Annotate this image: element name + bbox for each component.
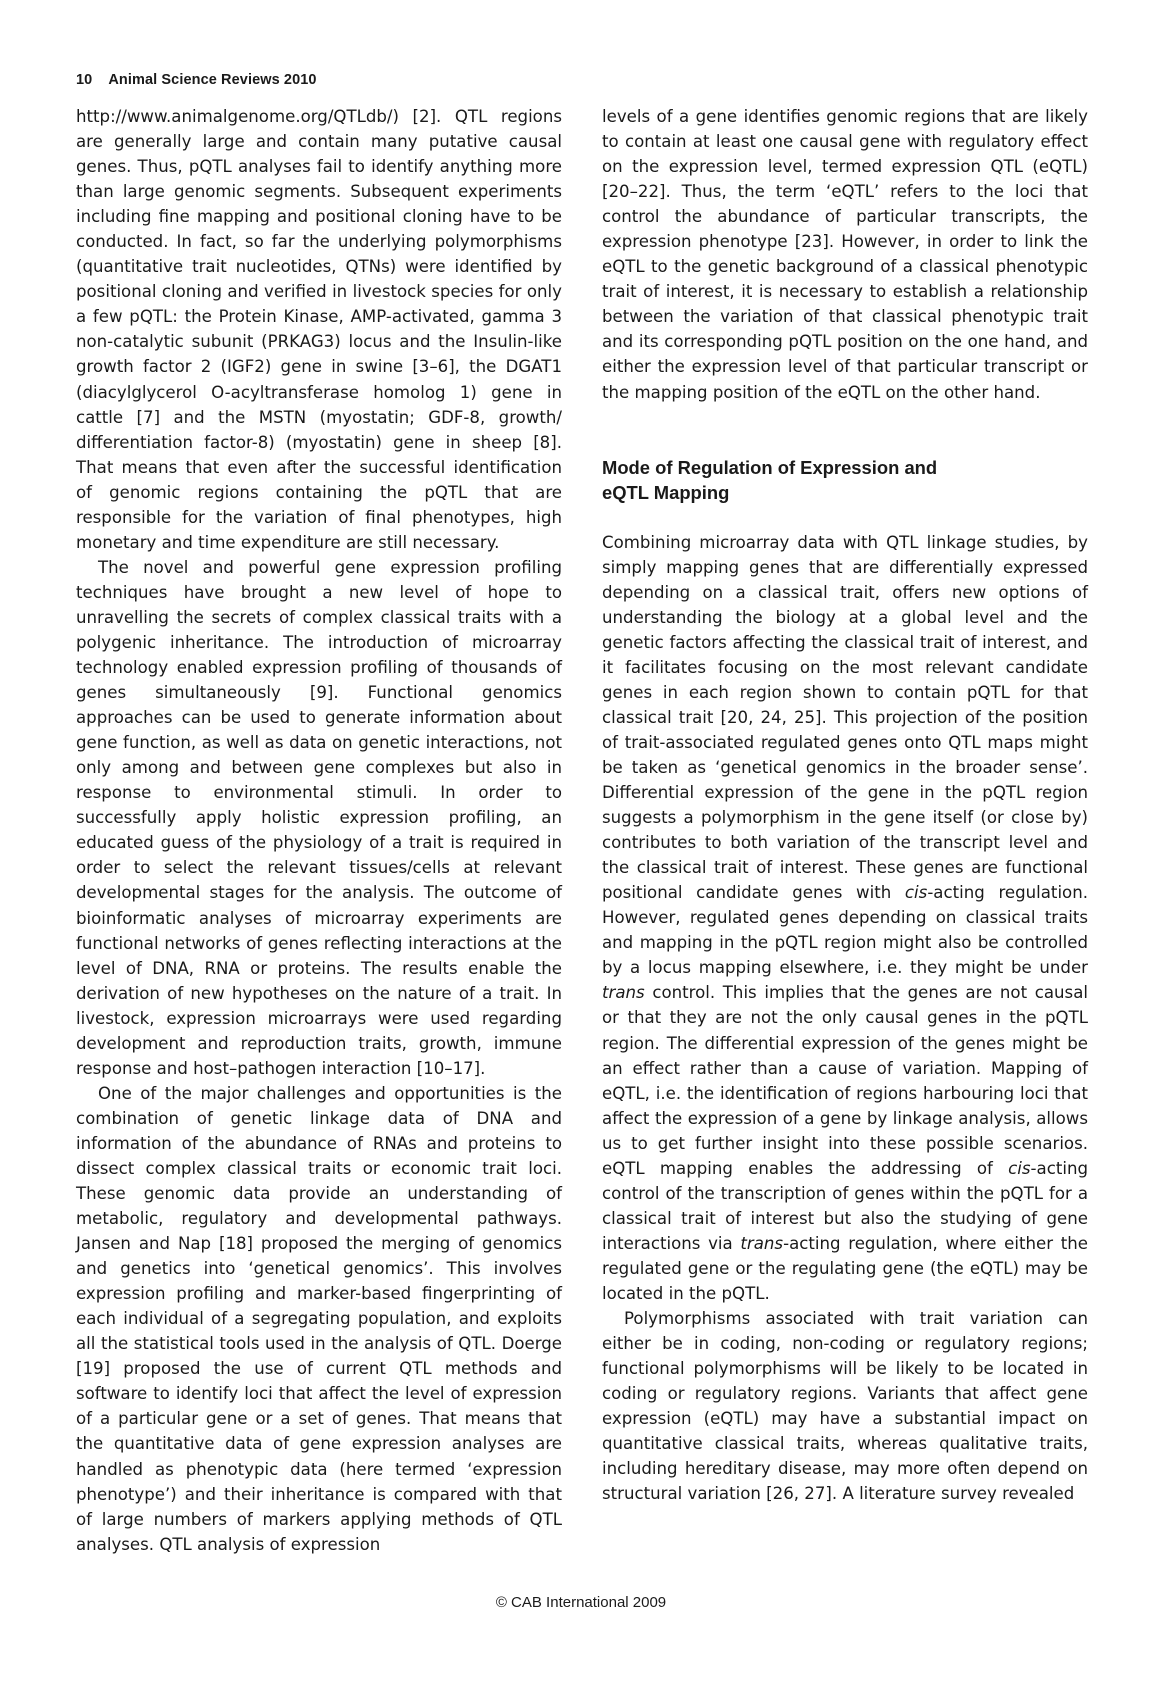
paragraph-left-3: One of the major challenges and opportunities is the combination of genetic linkage data of DNA and information of the abundance of RNAs and proteins to dissect complex classical traits or economic trait loci. These genomic data provide an understanding of metabolic, regulatory and developmental pathways. Jansen and Nap [18] proposed the merging of genomics and genetics into ‘genetical genomics’. This involves expression profiling and marker-based fingerprinting of each individual of a segregating population, and exploits all the statistical tools used in the analysis of QTL. Doerge [19] proposed the use of current QTL methods and software to identify loci that affect the level of expression of a particular gene or a set of genes. That means that the quantitative data of gene expression analyses are handled as phenotypic data (here termed ‘expression phenotype’) and their inheritance is compared with that of large numbers of markers applying methods of QTL analyses. QTL analysis of expression	[76, 1083, 562, 1554]
paragraph-right-3: Polymorphisms associated with trait variation can either be in coding, non-coding or regulatory regions; functional polymorphisms will be likely to be located in coding or regulatory regions. Variants that affect gene expression (eQTL) may have a substantial impact on quantitative classical traits, whereas qualitative traits, including hereditary disease, may more often depend on structural variation [26, 27]. A literature survey revealed	[602, 1309, 1088, 1504]
right-column	[602, 104, 1088, 1506]
text-run: Combining microarray data with QTL linkage studies, by simply mapping genes that are differentially expressed depending on a classical trait, offers new options of understanding the biology at a global level and the genetic factors affecting the classical trait of interest, and it facilitates focusing on the most relevant candidate genes in each region shown to contain pQTL for that classical trait [20, 24, 25]. This projection of the position of trait-associated regulated genes onto QTL maps might be taken as ‘genetical genomics in the broader sense’. Differential expression of the gene in the pQTL region suggests a polymorphism in the gene itself (or close by) contributes to both variation of the transcript level and the classical trait of interest. These genes are functional positional candidate genes with	[602, 532, 1088, 903]
paragraph-left-2: The novel and powerful gene expression profiling techniques have brought a new level of hope to unravelling the secrets of complex classical traits with a polygenic inheritance. The introduction of microarray technology enabled expression profiling of thousands of genes simultaneously [9]. Functional genomics approaches can be used to generate information about gene function, as well as data on genetic interactions, not only among and between gene complexes but also in response to environmental stimuli. In order to successfully apply holistic expression profiling, an educated guess of the physiology of a trait is required in order to select the relevant tissues/cells at relevant developmental stages for the analysis. The outcome of bioinformatic analyses of microarray experiments are functional networks of genes reflecting interactions at the level of DNA, RNA or proteins. The results enable the derivation of new hypotheses on the nature of a trait. In livestock, expression microarrays were used regarding development and reproduction traits, growth, immune response and host–pathogen interaction [10–17].	[76, 557, 562, 1078]
italic-term-cis: cis	[1008, 1158, 1031, 1178]
italic-term-trans: trans	[602, 983, 645, 1003]
italic-term-cis: cis	[904, 883, 928, 903]
running-head	[76, 72, 317, 88]
page-number: 10	[76, 72, 93, 88]
copyright-footer: © CAB International 2009	[495, 1594, 667, 1611]
italic-term-trans: trans	[740, 1233, 784, 1253]
section-heading-line-2: eQTL Mapping	[602, 481, 730, 503]
text-run: -acting regulation. However, regulated genes depending on classical traits and mapping in the pQTL region might also be controlled by a locus mapping elsewhere, i.e. they might be under	[602, 883, 1088, 978]
text-run: control. This implies that the genes are not causal or that they are not the only causal genes in the pQTL region. The differential expression of the genes might be an effect rather than a cause of variation. Mapping of eQTL, i.e. the identification of regions harbouring loci that affect the expression of a gene by linkage analysis, allows us to get further insight into these possible scenarios. eQTL mapping enables the addressing of	[602, 983, 1088, 1178]
paragraph-left-1: http://www.animalgenome.org/QTLdb/) [2]. QTL regions are generally large and contain many putative causal genes. Thus, pQTL analyses fail to identify anything more than large genomic segments. Subsequent experiments including fine mapping and positional cloning have to be conducted. In fact, so far the underlying polymorphisms (quantitative trait nucleotides, QTNs) were identified by positional cloning and verified in livestock species for only a few pQTL: the Protein Kinase, AMP-activated, gamma 3 non-catalytic subunit (PRKAG3) locus and the Insulin-like growth factor 2 (IGF2) gene in swine [3–6], the DGAT1 (diacylglycerol O-acyltransferase homolog 1) gene in cattle [7] and the MSTN (myostatin; GDF-8, growth/ differentiation factor-8) (myostatin) gene in sheep [8]. That means that even after the successful identification of genomic regions containing the pQTL that are responsible for the variation of final phenotypes, high monetary and time expenditure are still necessary.	[76, 107, 562, 552]
text-run: -acting control of the transcription of genes within the pQTL for a classical trait of interest but also the studying of gene interactions via	[602, 1158, 1088, 1253]
text-run: -acting regulation, where either the regulated gene or the regulating gene (the eQTL) may be located in the pQTL.	[602, 1233, 1088, 1303]
paragraph-right-1: levels of a gene identifies genomic regions that are likely to contain at least one causal gene with regulatory effect on the expression level, termed expression QTL (eQTL) [20–22]. Thus, the term ‘eQTL’ refers to the loci that control the abundance of particular transcripts, the expression phenotype [23]. However, in order to link the eQTL to the genetic background of a classical phenotypic trait of interest, it is necessary to establish a relationship between the variation of that classical phenotypic trait and its corresponding pQTL position on the one hand, and either the expression level of that particular transcript or the mapping position of the eQTL on the other hand.	[602, 107, 1088, 402]
section-gap	[602, 405, 1088, 455]
left-column	[76, 104, 562, 1557]
section-heading	[602, 455, 1088, 505]
paragraph-right-2	[602, 530, 1088, 1306]
journal-title: Animal Science Reviews 2010	[108, 72, 317, 88]
heading-gap	[602, 505, 1088, 530]
section-heading-line-1: Mode of Regulation of Expression and	[602, 456, 938, 478]
